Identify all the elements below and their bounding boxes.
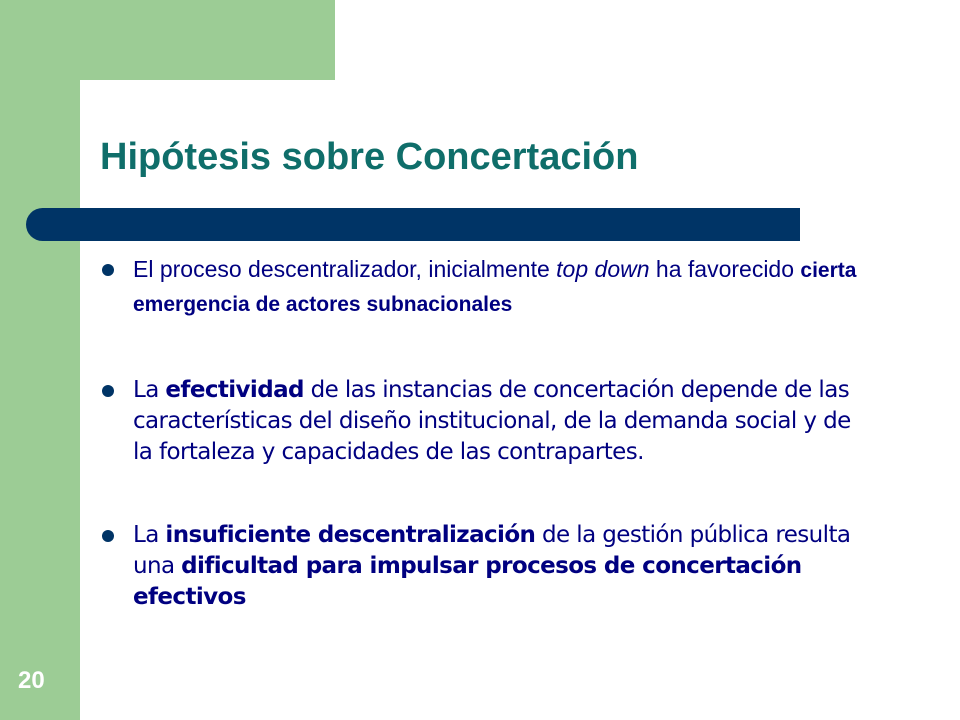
bullet-1-italic: top down [556, 256, 650, 282]
bullet-dot-icon [102, 264, 114, 276]
bullet-3-emphasis-2: dificultad para impulsar procesos de concertación efectivos [133, 553, 802, 610]
left-green-strip [0, 0, 80, 720]
bullet-dot-icon [102, 530, 114, 542]
bullet-1-emphasis: cierta emergencia de actores subnacionales [133, 259, 857, 316]
bullet-item-2 [102, 375, 862, 468]
bullet-3-emphasis: insuficiente descentralización [165, 522, 536, 548]
bullet-item-1 [102, 253, 862, 321]
slide-title: Hipótesis sobre Concertación [100, 136, 639, 178]
bullet-item-3 [102, 520, 862, 613]
bullet-dot-icon [102, 385, 114, 397]
bullet-list [102, 253, 862, 613]
bullet-3-text-2: de la gestión pública resulta una [133, 522, 851, 579]
bullet-1-text-2: ha favorecido [649, 256, 801, 282]
bullet-3-text: La [133, 522, 166, 548]
bullet-1-text: El proceso descentralizador, inicialmente [133, 256, 557, 282]
content-corner [80, 80, 380, 280]
bullet-2-text-2: de las instancias de concertación depende de las características del diseño institucional, de la demanda social y de la fortaleza y capacidades de las contrapartes. [133, 377, 851, 465]
top-green-block [0, 0, 335, 80]
bullet-2-text: La [133, 377, 166, 403]
title-underline-bar [26, 208, 800, 241]
bullet-2-emphasis: efectividad [165, 377, 304, 403]
slide-number: 20 [18, 667, 45, 694]
